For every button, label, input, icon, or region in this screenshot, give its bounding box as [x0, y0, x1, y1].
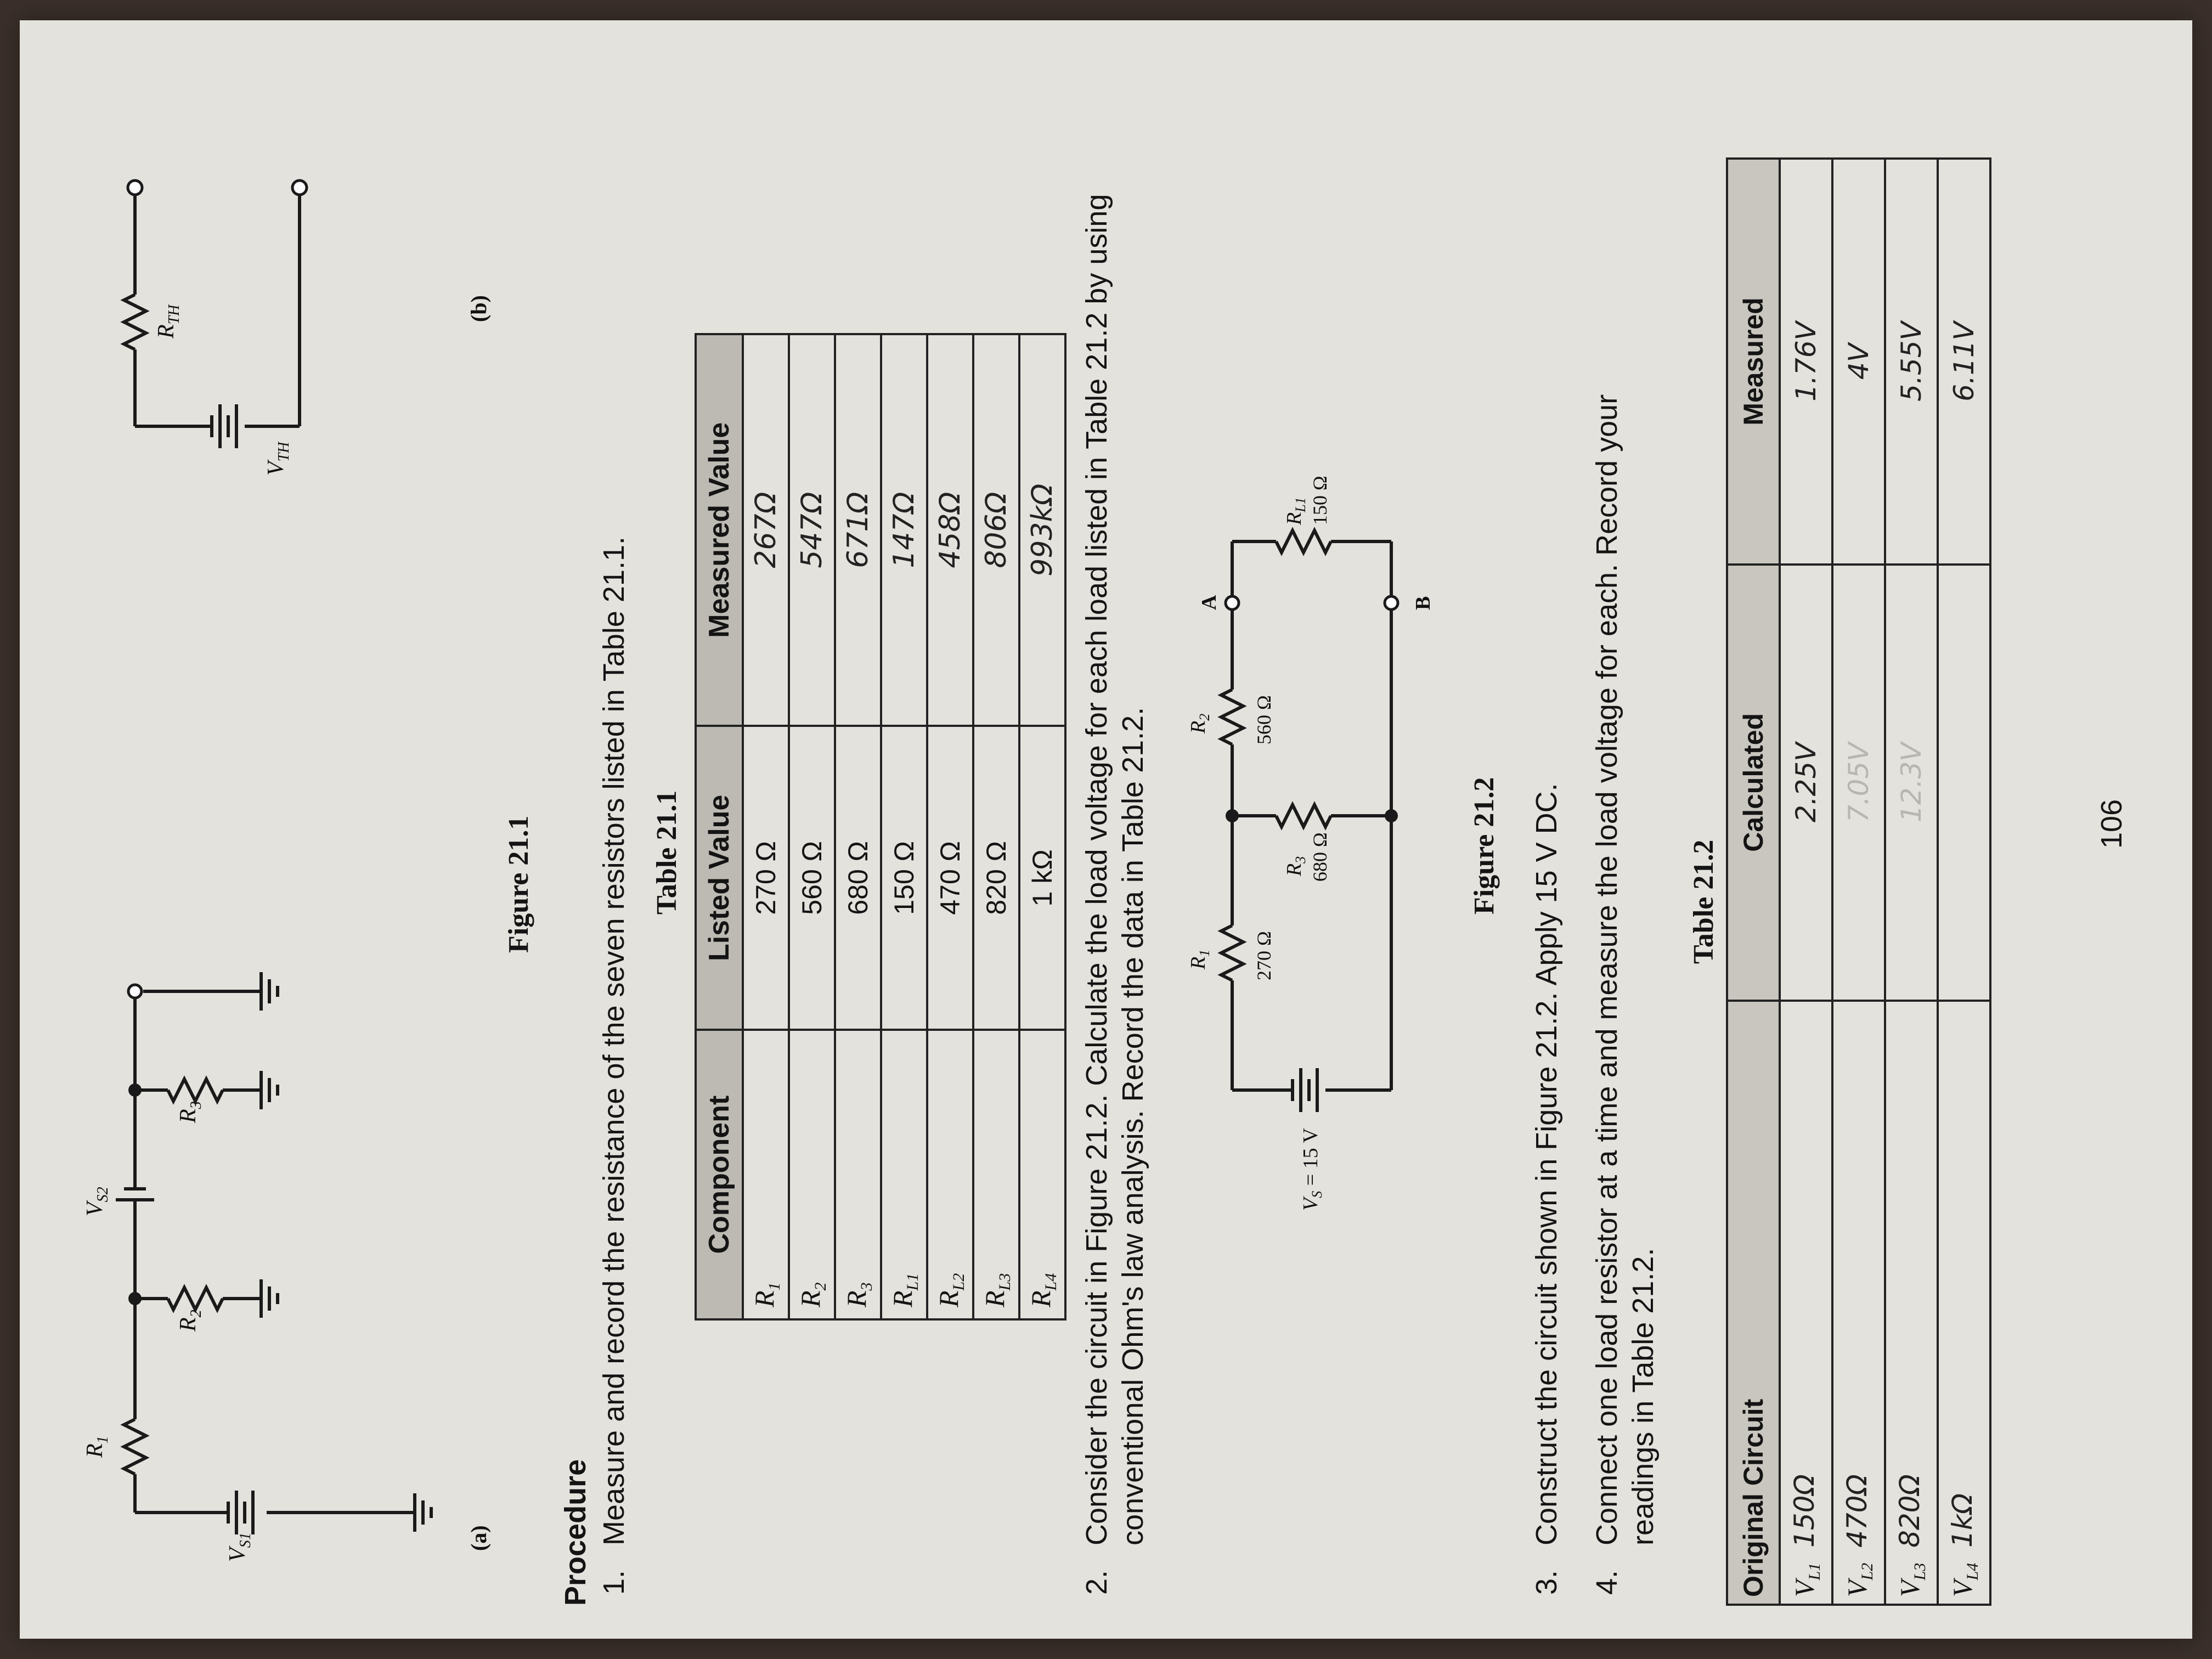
- fig2-r1-value: 270 Ω: [1253, 931, 1275, 980]
- circuit-cell: [1885, 1001, 1938, 1605]
- measured-cell: 6.11V: [1938, 159, 1990, 565]
- listed-value-cell: 680 Ω: [835, 726, 881, 1030]
- listed-value-cell: 1 kΩ: [1019, 726, 1065, 1030]
- header-component: Component: [696, 1030, 743, 1319]
- measured-value-cell: 547Ω: [789, 334, 835, 726]
- component-subscript: 1: [765, 1282, 783, 1291]
- component-cell: [1019, 1030, 1065, 1319]
- fig2-rl-label: $R_{L1}$: [1283, 497, 1308, 525]
- vs2-label: $V_{S2}$: [82, 1187, 111, 1216]
- listed-value-cell: 470 Ω: [927, 726, 973, 1030]
- figure-a-label: (a): [466, 1525, 491, 1551]
- voltage-label: V: [1946, 1580, 1978, 1597]
- fig2-r2-label: $R_2$: [1187, 713, 1212, 733]
- table-row: [1832, 159, 1885, 1605]
- voltage-subscript: L3: [1910, 1562, 1929, 1581]
- circuit-cell: [1832, 1001, 1885, 1605]
- header-calculated: Calculated: [1727, 565, 1780, 1001]
- node-a-label: A: [1198, 595, 1221, 610]
- circuit-cell: [1780, 1001, 1832, 1605]
- component-subscript: 3: [857, 1282, 876, 1291]
- step-4-number: 4.: [1590, 1570, 1623, 1595]
- procedure-heading: Procedure: [559, 1459, 592, 1606]
- component-subscript: L1: [903, 1273, 922, 1291]
- measured-cell: 1.76V: [1780, 159, 1832, 565]
- measured-value-cell: 671Ω: [835, 334, 881, 726]
- fig2-vs-label: $V_S = 15$ V: [1299, 1128, 1325, 1211]
- component-letter: R: [1025, 1290, 1056, 1307]
- load-value: 150Ω: [1788, 1474, 1820, 1548]
- measured-value-cell: 267Ω: [743, 334, 789, 726]
- table-row: [789, 334, 835, 1319]
- page-number: 106: [2095, 799, 2128, 849]
- fig2-rl-value: 150 Ω: [1309, 476, 1331, 525]
- rth-label: $R_{TH}$: [154, 304, 183, 338]
- voltage-subscript: L4: [1963, 1562, 1982, 1581]
- fig2-r1-label: $R_1$: [1187, 949, 1212, 969]
- figure-21-1-caption: Figure 21.1: [503, 815, 534, 953]
- voltage-label: V: [1788, 1580, 1820, 1597]
- measured-value-cell: 458Ω: [927, 334, 973, 726]
- table-21-2-title: Table 21.2: [1688, 839, 1719, 964]
- vs1-label: $V_{S1}$: [225, 1532, 254, 1562]
- node-b-label: B: [1412, 596, 1435, 610]
- component-subscript: L3: [995, 1273, 1014, 1291]
- header-measured-value: Measured Value: [696, 334, 743, 726]
- figure-21-1-a-schematic: [64, 777, 503, 1573]
- voltage-label: V: [1894, 1580, 1925, 1597]
- table-21-2-header-row: [1727, 159, 1780, 1605]
- component-cell: [835, 1030, 881, 1319]
- listed-value-cell: 560 Ω: [789, 726, 835, 1030]
- calculated-cell: 7.05V: [1832, 565, 1885, 1001]
- component-cell: [789, 1030, 835, 1319]
- load-value: 820Ω: [1893, 1474, 1926, 1548]
- component-cell: [881, 1030, 927, 1319]
- table-row: [1780, 159, 1832, 1605]
- figure-21-2-caption: Figure 21.2: [1469, 777, 1500, 915]
- table-row: [1938, 159, 1990, 1605]
- table-row: [927, 334, 973, 1319]
- component-subscript: 2: [811, 1282, 830, 1291]
- component-letter: R: [794, 1290, 826, 1307]
- component-letter: R: [979, 1290, 1010, 1307]
- component-cell: [973, 1030, 1019, 1319]
- step-3-number: 3.: [1530, 1570, 1563, 1595]
- table-21-1: [695, 333, 1066, 1321]
- component-letter: R: [933, 1290, 964, 1307]
- component-letter: R: [840, 1290, 872, 1307]
- header-listed-value: Listed Value: [696, 726, 743, 1030]
- step-3-text: Construct the circuit shown in Figure 21.2. Apply 15 V DC.: [1530, 783, 1563, 1545]
- fig2-r3-label: $R_3$: [1283, 856, 1308, 876]
- worksheet-page: [20, 20, 2192, 1639]
- voltage-subscript: L2: [1858, 1562, 1876, 1581]
- vth-label: $V_{TH}$: [263, 442, 292, 476]
- figure-21-2-schematic: [1183, 404, 1457, 1255]
- load-value: 470Ω: [1841, 1474, 1873, 1548]
- measured-value-cell: 147Ω: [881, 334, 927, 726]
- table-21-1-body: [743, 334, 1065, 1319]
- header-original-circuit: Original Circuit: [1727, 1001, 1780, 1605]
- r1-label: $R_1$: [82, 1436, 111, 1458]
- fig2-r3-value: 680 Ω: [1309, 832, 1331, 882]
- listed-value-cell: 820 Ω: [973, 726, 1019, 1030]
- fig2-r2-value: 560 Ω: [1253, 695, 1275, 744]
- component-letter: R: [887, 1290, 918, 1307]
- table-row: [1885, 159, 1938, 1605]
- measured-value-cell: 993kΩ: [1019, 334, 1065, 726]
- step-2-number: 2.: [1080, 1570, 1113, 1595]
- listed-value-cell: 150 Ω: [881, 726, 927, 1030]
- component-cell: [927, 1030, 973, 1319]
- calculated-cell: 12.3V: [1885, 565, 1938, 1001]
- table-row: [1019, 334, 1065, 1319]
- figure-21-1-b-schematic: [64, 70, 503, 487]
- step-1-number: 1.: [597, 1570, 630, 1595]
- table-row: [973, 334, 1019, 1319]
- figure-b-label: (b): [466, 295, 491, 322]
- r3-label: $R_3$: [176, 1101, 205, 1123]
- voltage-label: V: [1841, 1580, 1872, 1597]
- load-value: 1kΩ: [1946, 1493, 1978, 1548]
- table-row: [743, 334, 789, 1319]
- table-row: [881, 334, 927, 1319]
- step-4-text: Connect one load resistor at a time and measure the load voltage for each. Record your readings in Table 21.2.: [1590, 394, 1660, 1545]
- circuit-cell: [1938, 1001, 1990, 1605]
- measured-cell: 4V: [1832, 159, 1885, 565]
- table-21-2: [1726, 157, 1991, 1606]
- step-1-text: Measure and record the resistance of the seven resistors listed in Table 21.1.: [597, 536, 630, 1545]
- component-subscript: L4: [1041, 1273, 1060, 1291]
- r2-label: $R_2$: [176, 1310, 205, 1331]
- component-cell: [743, 1030, 789, 1319]
- table-21-2-body: [1780, 159, 1990, 1605]
- table-21-1-title: Table 21.1: [651, 790, 682, 915]
- header-measured: Measured: [1727, 159, 1780, 565]
- measured-value-cell: 806Ω: [973, 334, 1019, 726]
- voltage-subscript: L1: [1805, 1562, 1824, 1581]
- component-subscript: L2: [949, 1273, 968, 1291]
- calculated-cell: 2.25V: [1780, 565, 1832, 1001]
- table-row: [835, 334, 881, 1319]
- measured-cell: 5.55V: [1885, 159, 1938, 565]
- component-letter: R: [748, 1290, 780, 1307]
- listed-value-cell: 270 Ω: [743, 726, 789, 1030]
- calculated-cell: [1938, 565, 1990, 1001]
- table-21-1-header-row: [696, 334, 743, 1319]
- step-2-text: Consider the circuit in Figure 21.2. Calculate the load voltage for each load listed in Table 21.2 by using conventional Ohm's law analysis. Record the data in Table 21.2.: [1080, 194, 1149, 1545]
